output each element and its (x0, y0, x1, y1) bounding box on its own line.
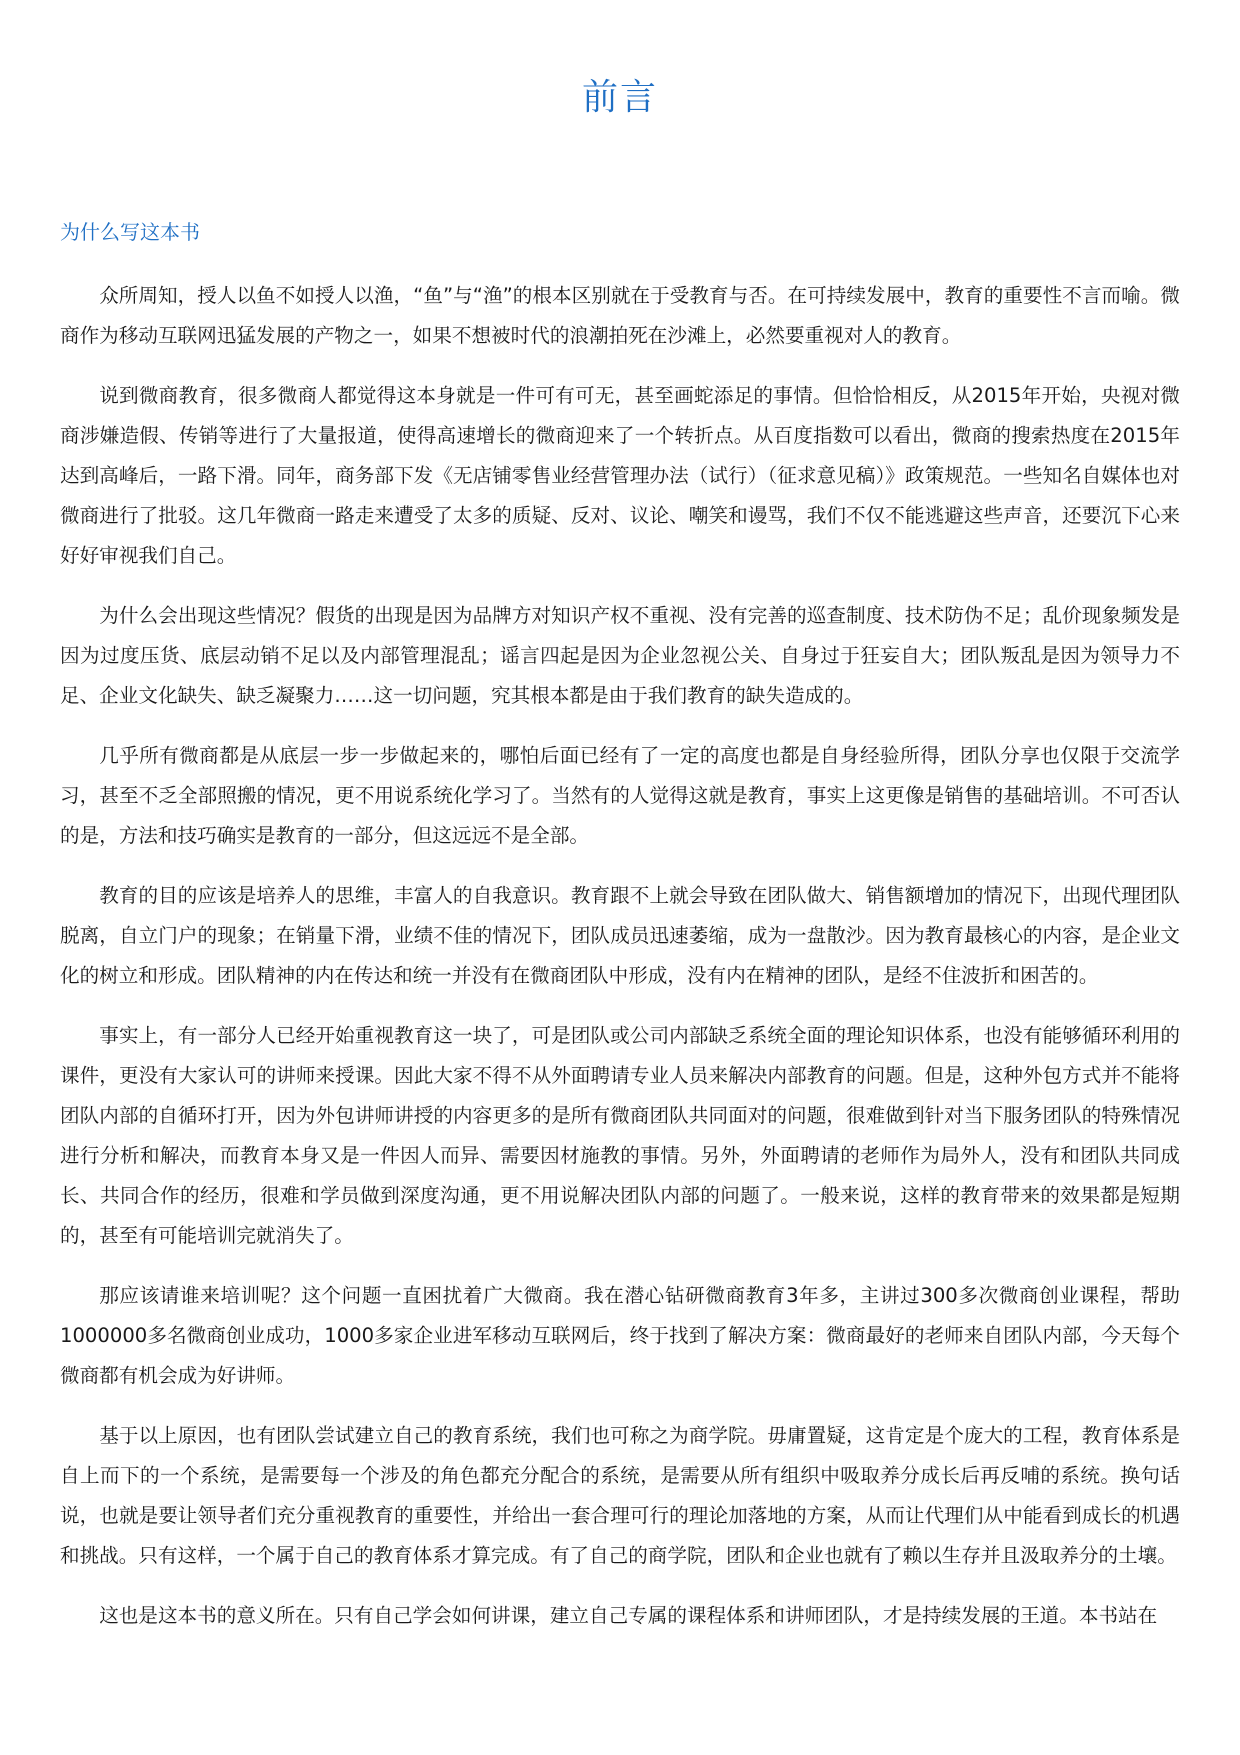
paragraph: 教育的目的应该是培养人的思维，丰富人的自我意识。教育跟不上就会导致在团队做大、销售额增加的情况下，出现代理团队脱离，自立门户的现象；在销量下滑，业绩不佳的情况下，团队成员迅速萎缩，成为一盘散沙。因为教育最核心的内容，是企业文化的树立和形成。团队精神的内在传达和统一并没有在微商团队中形成，没有内在精神的团队，是经不住波折和困苦的。 (60, 884, 1180, 987)
page-title: 前言 (581, 77, 658, 118)
paragraph: 事实上，有一部分人已经开始重视教育这一块了，可是团队或公司内部缺乏系统全面的理论知识体系，也没有能够循环利用的课件，更没有大家认可的讲师来授课。因此大家不得不从外面聘请专业人员来解决内部教育的问题。但是，这种外包方式并不能将团队内部的自循环打开，因为外包讲师讲授的内容更多的是所有微商团队共同面对的问题，很难做到针对当下服务团队的特殊情况进行分析和解决，而教育本身又是一件因人而异、需要因材施教的事情。另外，外面聘请的老师作为局外人，没有和团队共同成长、共同合作的经历，很难和学员做到深度沟通，更不用说解决团队内部的问题了。一般来说，这样的教育带来的效果都是短期的，甚至有可能培训完就消失了。 (60, 1024, 1180, 1247)
paragraph: 为什么会出现这些情况？假货的出现是因为品牌方对知识产权不重视、没有完善的巡查制度、技术防伪不足；乱价现象频发是因为过度压货、底层动销不足以及内部管理混乱；谣言四起是因为企业忽视公关、自身过于狂妄自大；团队叛乱是因为领导力不足、企业文化缺失、缺乏凝聚力……这一切问题，究其根本都是由于我们教育的缺失造成的。 (60, 604, 1180, 707)
paragraph: 说到微商教育，很多微商人都觉得这本身就是一件可有可无，甚至画蛇添足的事情。但恰恰相反，从2015年开始，央视对微商涉嫌造假、传销等进行了大量报道，使得高速增长的微商迎来了一个转折点。从百度指数可以看出，微商的搜索热度在2015年达到高峰后，一路下滑。同年，商务部下发《无店铺零售业经营管理办法（试行）（征求意见稿）》政策规范。一些知名自媒体也对微商进行了批驳。这几年微商一路走来遭受了太多的质疑、反对、议论、嘲笑和谩骂，我们不仅不能逃避这些声音，还要沉下心来好好审视我们自己。 (60, 384, 1180, 567)
section-heading: 为什么写这本书 (60, 220, 200, 244)
paragraph: 那应该请谁来培训呢？这个问题一直困扰着广大微商。我在潜心钻研微商教育3年多，主讲过300多次微商创业课程，帮助1000000多名微商创业成功，1000多家企业进军移动互联网后，终于找到了解决方案：微商最好的老师来自团队内部，今天每个微商都有机会成为好讲师。 (60, 1284, 1180, 1387)
paragraph: 几乎所有微商都是从底层一步一步做起来的，哪怕后面已经有了一定的高度也都是自身经验所得，团队分享也仅限于交流学习，甚至不乏全部照搬的情况，更不用说系统化学习了。当然有的人觉得这就是教育，事实上这更像是销售的基础培训。不可否认的是，方法和技巧确实是教育的一部分，但这远远不是全部。 (60, 744, 1180, 847)
paragraph: 众所周知，授人以鱼不如授人以渔，“鱼”与“渔”的根本区别就在于受教育与否。在可持续发展中，教育的重要性不言而喻。微商作为移动互联网迅猛发展的产物之一，如果不想被时代的浪潮拍死在沙滩上，必然要重视对人的教育。 (60, 284, 1180, 347)
body-text (60, 276, 1180, 1636)
paragraph: 这也是这本书的意义所在。只有自己学会如何讲课，建立自己专属的课程体系和讲师团队，才是持续发展的王道。本书站在 (99, 1604, 1158, 1627)
paragraph: 基于以上原因，也有团队尝试建立自己的教育系统，我们也可称之为商学院。毋庸置疑，这肯定是个庞大的工程，教育体系是自上而下的一个系统，是需要每一个涉及的角色都充分配合的系统，是需要从所有组织中吸取养分成长后再反哺的系统。换句话说，也就是要让领导者们充分重视教育的重要性，并给出一套合理可行的理论加落地的方案，从而让代理们从中能看到成长的机遇和挑战。只有这样，一个属于自己的教育体系才算完成。有了自己的商学院，团队和企业也就有了赖以生存并且汲取养分的土壤。 (60, 1424, 1180, 1567)
